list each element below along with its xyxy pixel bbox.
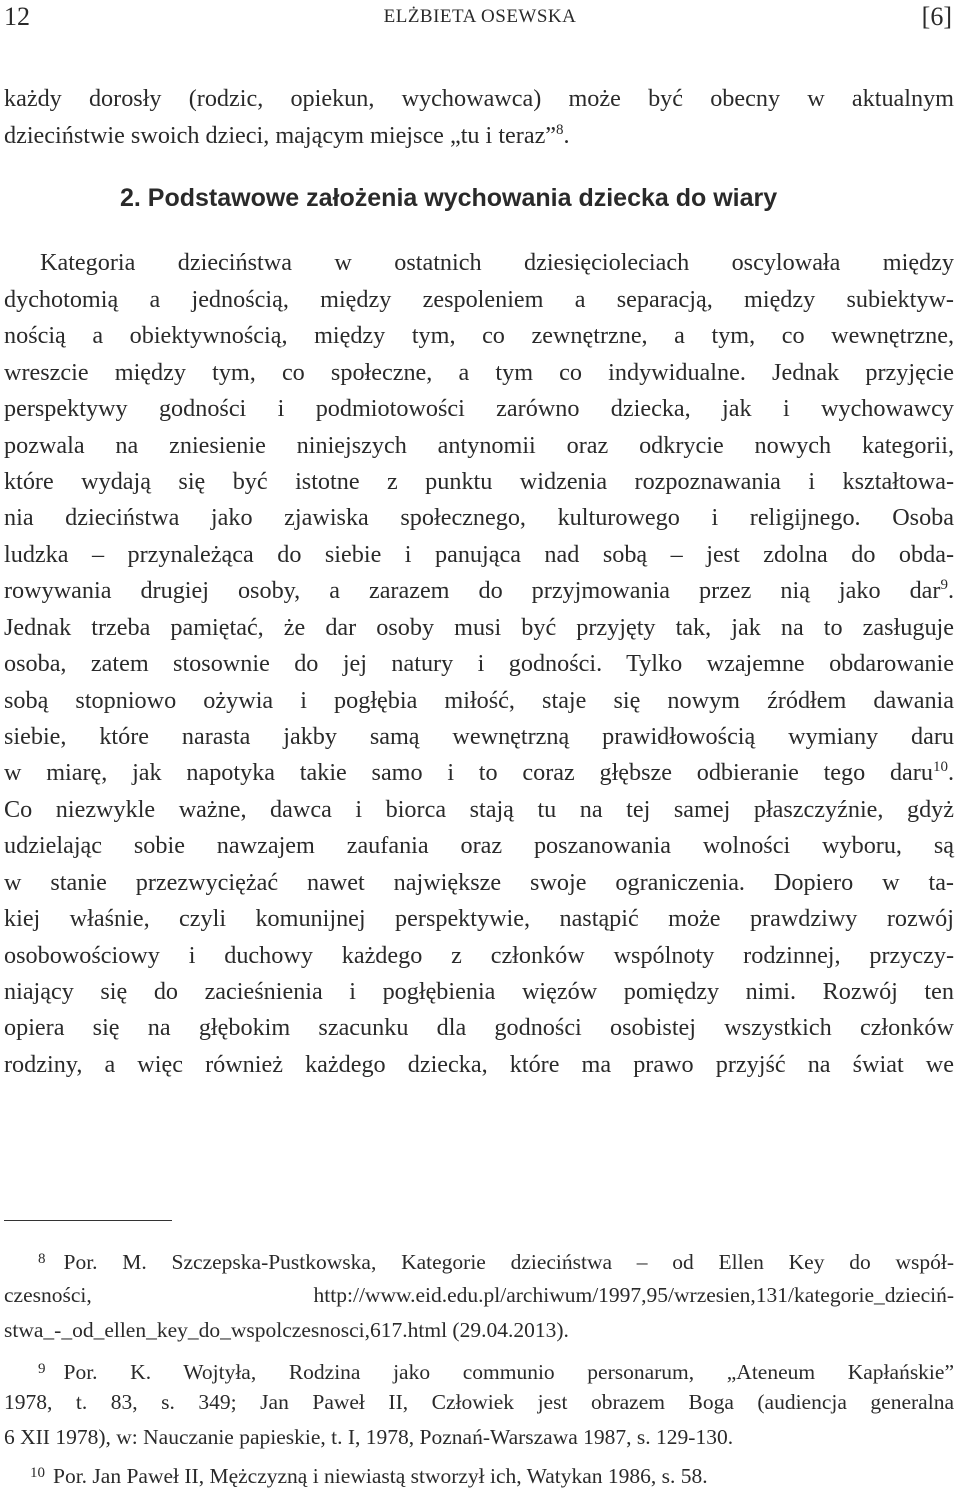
- body-line-with-ref-9: [4, 576, 954, 606]
- footnote-8-line-2[interactable]: czesności, http://www.eid.edu.pl/archiwum/1997,95/wrzesien,131/kategorie_dzieciń-: [4, 1283, 954, 1307]
- footnote-ref-9[interactable]: 9: [940, 576, 948, 593]
- body-line-text: w miarę, jak napotyka takie samo i to coraz głębsze odbieranie tego daru: [4, 759, 933, 786]
- body-line: kiej właśnie, czyli komunijnej perspektywie, nastąpić może prawdziwy rozwój: [4, 905, 954, 932]
- body-line: opiera się na głębokim szacunku dla godności osobistej wszystkich członków: [4, 1014, 954, 1041]
- footnote-10-number: 10: [30, 1465, 45, 1481]
- body-line: rodziny, a więc również każdego dziecka, które ma prawo przyjść na świat we: [4, 1051, 954, 1078]
- body-line: wreszcie między tym, co społeczne, a tym co indywidualne. Jednak przyjęcie: [4, 359, 954, 386]
- intro-line-1: każdy dorosły (rodzic, opiekun, wychowawca) może być obecny w aktualnym: [4, 85, 954, 112]
- footnote-ref-10[interactable]: 10: [932, 758, 948, 775]
- footnote-10-line-1: [30, 1460, 954, 1490]
- footnote-8-text: Por. M. Szczepska-Pustkowska, Kategorie dzieciństwa – od Ellen Key do współ-: [63, 1250, 954, 1274]
- body-line: nością a obiektywnością, między tym, co zewnętrzne, a tym, co wewnętrzne,: [4, 322, 954, 349]
- body-line-period: .: [947, 577, 954, 604]
- body-line: Kategoria dzieciństwa w ostatnich dziesięcioleciach oscylowała między: [40, 249, 954, 276]
- footnote-9-line-1: [38, 1356, 954, 1386]
- body-line-with-ref-10: [4, 758, 954, 788]
- footnote-9-text: Por. K. Wojtyła, Rodzina jako communio personarum, „Ateneum Kapłańskie”: [63, 1360, 954, 1384]
- body-line: udzielając sobie nawzajem zaufania oraz poszanowania wolności wyboru, są: [4, 832, 954, 859]
- running-title: ELŻBIETA OSEWSKA: [383, 6, 577, 27]
- body-line: siebie, które narasta jakby samą wewnętrzną prawidłowością wymiany daru: [4, 723, 954, 750]
- footnote-8-line-1: [38, 1246, 954, 1276]
- footnote-ref-8[interactable]: 8: [556, 121, 564, 138]
- footnote-separator: [4, 1220, 172, 1221]
- body-line: w stanie przezwyciężać nawet największe swoje ograniczenia. Dopiero w ta-: [4, 869, 954, 896]
- body-line: które wydają się być istotne z punktu widzenia rozpoznawania i kształtowa-: [4, 468, 954, 495]
- body-line: nia dzieciństwa jako zjawiska społecznego, kulturowego i religijnego. Osoba: [4, 504, 954, 531]
- body-line: ludzka – przynależąca do siebie i panująca nad sobą – jest zdolna do obda-: [4, 541, 954, 568]
- page-header: [0, 0, 960, 40]
- intro-line-2: [4, 121, 954, 151]
- body-line-period: .: [947, 759, 954, 786]
- footnote-10-text: Por. Jan Paweł II, Mężczyzną i niewiastą stworzył ich, Watykan 1986, s. 58.: [53, 1464, 708, 1488]
- body-line: osobowościowy i duchowy każdego z członków wspólnoty rodzinnej, przyczy-: [4, 942, 954, 969]
- body-line: dychotomią a jednością, między zespoleniem a separacją, między subiektyw-: [4, 286, 954, 313]
- footnote-8-line-3[interactable]: stwa_-_od_ellen_key_do_wspolczesnosci,617.html (29.04.2013).: [4, 1318, 569, 1342]
- intro-line-2-end: .: [563, 122, 570, 149]
- body-line-text: rowywania drugiej osoby, a zarazem do przyjmowania przez nią jako dar: [4, 577, 941, 604]
- body-line: osoba, zatem stosownie do jej natury i godności. Tylko wzajemne obdarowanie: [4, 650, 954, 677]
- footnote-9-number: 9: [38, 1361, 46, 1377]
- footnote-9-line-2: 1978, t. 83, s. 349; Jan Paweł II, Człowiek jest obrazem Boga (audiencja generalna: [4, 1390, 954, 1414]
- body-line: Co niezwykle ważne, dawca i biorca stają tu na tej samej płaszczyźnie, gdyż: [4, 796, 954, 823]
- body-line: niający się do zacieśnienia i pogłębienia więzów pomiędzy nimi. Rozwój ten: [4, 978, 954, 1005]
- footnote-8-number: 8: [38, 1251, 46, 1267]
- section-tag: [6]: [921, 2, 952, 31]
- body-line: sobą stopniowo ożywia i pogłębia miłość, staje się nowym źródłem dawania: [4, 687, 954, 714]
- body-line: Jednak trzeba pamiętać, że dar osoby musi być przyjęty tak, jak na to zasługuje: [4, 614, 954, 641]
- section-heading: 2. Podstawowe założenia wychowania dziecka do wiary: [120, 184, 778, 212]
- body-line: perspektywy godności i podmiotowości zarówno dziecka, jak i wychowawcy: [4, 395, 954, 422]
- intro-line-2-text: dzieciństwie swoich dzieci, mającym miejsce „tu i teraz”: [4, 122, 557, 149]
- body-line: pozwala na zniesienie niniejszych antynomii oraz odkrycie nowych kategorii,: [4, 432, 954, 459]
- page-number: 12: [4, 2, 30, 31]
- footnote-9-line-3: 6 XII 1978), w: Nauczanie papieskie, t. I, 1978, Poznań-Warszawa 1987, s. 129-130.: [4, 1425, 734, 1449]
